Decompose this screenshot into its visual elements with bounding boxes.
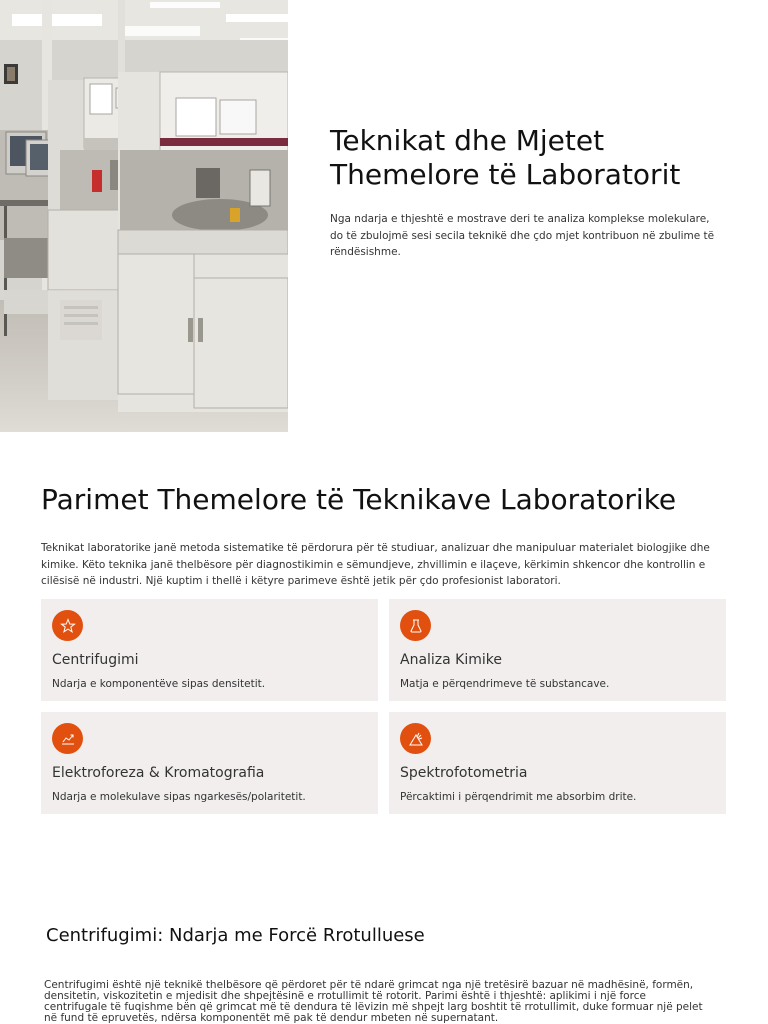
card-chemical-analysis: [389, 599, 726, 701]
centrifuge-body: Centrifugimi është një teknikë thelbësore që përdoret për të ndarë grimcat nga një tretësirë bazuar në madhësinë, formën, densitetin, viskozitetin e mjedisit dhe shpejtësinë e rrotullimit të rotorit. Parimi është i thjeshtë: aplikimi i një force centrifugale të fuqishme bën që grimcat më të dendura të lëvizin më shpejt larg boshtit të rrotullimit, duke formuar një pelet në fund të epruvetës, ndërsa komponentët më pak të dendur mbeten në supernatant.: [44, 979, 703, 1024]
card-centrifugation: [41, 599, 378, 701]
card-title: Analiza Kimike: [400, 652, 503, 668]
card-description: Përcaktimi i përqendrimit me absorbim drite.: [400, 791, 637, 803]
star-icon: [52, 610, 83, 641]
hero-image: [0, 0, 288, 432]
light-icon: [400, 723, 431, 754]
card-electrophoresis: [41, 712, 378, 814]
card-title: Spektrofotometria: [400, 765, 528, 781]
card-spectrophotometry: [389, 712, 726, 814]
chart-icon: [52, 723, 83, 754]
card-description: Matja e përqendrimeve të substancave.: [400, 678, 610, 690]
principles-title: Parimet Themelore të Teknikave Laboratorike: [41, 483, 677, 516]
centrifuge-title: Centrifugimi: Ndarja me Forcë Rrotulluese: [46, 925, 425, 946]
principles-description: Teknikat laboratorike janë metoda sistematike të përdorura për të studiuar, analizuar dhe manipuluar materialet biologjike dhe kimike. Këto teknika janë thelbësore për diagnostikimin e sëmundjeve, zhvillimin e ilaçeve, kërkimin shkencor dhe kontrollin e cilësisë në industri. Një kuptim i thellë i këtyre parimeve është jetik për çdo profesionist laboratori.: [41, 542, 710, 587]
flask-icon: [400, 610, 431, 641]
card-title: Elektroforeza & Kromatografia: [52, 765, 265, 781]
card-description: Ndarja e komponentëve sipas densitetit.: [52, 678, 266, 690]
hero-title: Teknikat dhe Mjetet Themelore të Laboratorit: [330, 124, 681, 191]
card-description: Ndarja e molekulave sipas ngarkesës/polaritetit.: [52, 791, 306, 803]
lab-photo-illustration: [0, 0, 288, 432]
hero-subtitle: Nga ndarja e thjeshtë e mostrave deri te analiza komplekse molekulare, do të zbulojmë sesi secila teknikë dhe çdo mjet kontribuon në zbulime të rëndësishme.: [330, 213, 715, 258]
card-title: Centrifugimi: [52, 652, 139, 668]
